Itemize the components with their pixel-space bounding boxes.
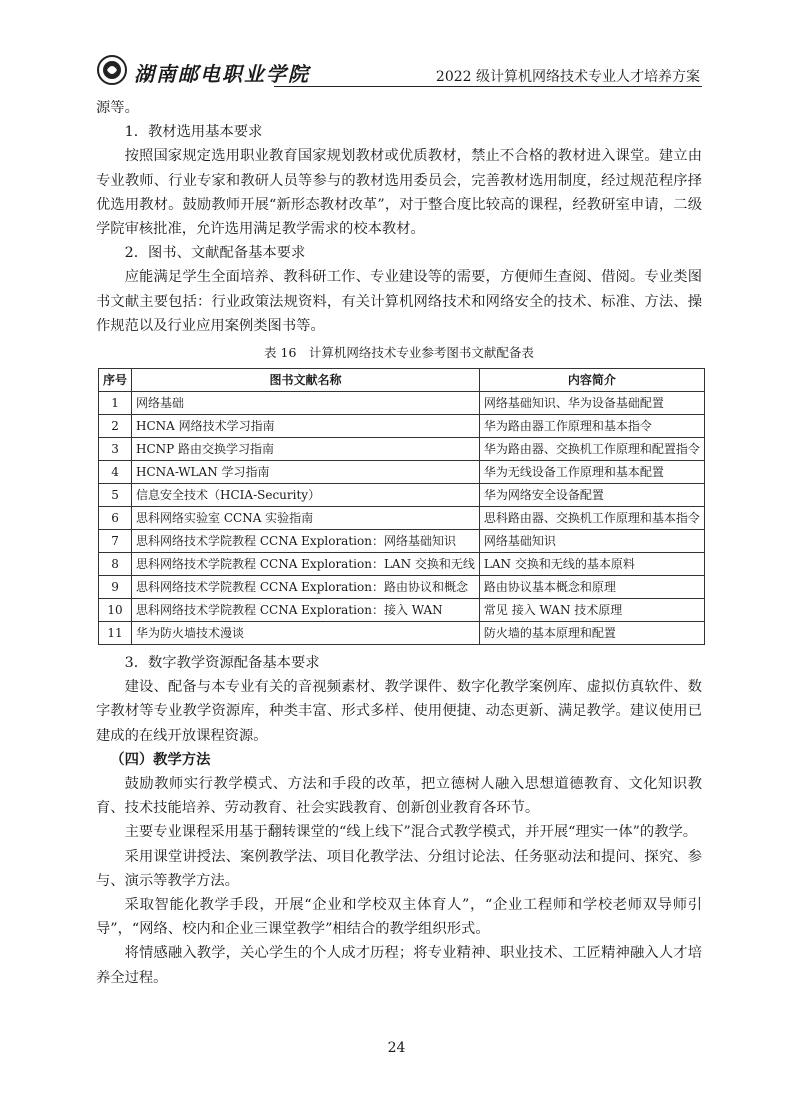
heading-library-resources: 2．图书、文献配备基本要求	[124, 245, 306, 262]
row-description: 常见 接入 WAN 技术原理	[479, 599, 704, 622]
row-description: 防火墙的基本原理和配置	[479, 622, 704, 645]
row-index: 11	[99, 622, 132, 645]
row-index: 1	[99, 392, 132, 415]
table-row	[99, 438, 705, 461]
paragraph-blended-learning: 主要专业课程采用基于翻转课堂的“线上线下”混合式教学模式，并开展“理实一体”的教学。	[124, 824, 698, 841]
table-row	[99, 553, 705, 576]
row-index: 10	[99, 599, 132, 622]
table-row	[99, 599, 705, 622]
page-header	[96, 52, 702, 92]
paragraph-digital-resources: 建设、配备与本专业有关的音视频素材、教学课件、数字化教学案例库、虚拟仿真软件、数字教材等专业教学资源库，种类丰富、形式多样、使用便捷、动态更新、满足教学。建议使用已建成的在线开放课程资源。	[96, 679, 702, 744]
row-book-title: 网络基础	[132, 392, 480, 415]
paragraph-continuation: 源等。	[96, 100, 139, 116]
row-description: 华为无线设备工作原理和基本配置	[479, 461, 704, 484]
school-logo-text: 湖南邮电职业学院	[134, 62, 310, 86]
row-description: 华为网络安全设备配置	[479, 484, 704, 507]
paragraph-smart-teaching: 采取智能化教学手段，开展“企业和学校双主体育人”，“企业工程师和学校老师双导师引导”，“网络、校内和企业三课堂教学”相结合的教学组织形式。	[96, 897, 702, 938]
header-rule	[274, 86, 702, 87]
row-description: 华为路由器、交换机工作原理和配置指令	[479, 438, 704, 461]
paragraph-library-resources: 应能满足学生全面培养、教科研工作、专业建设等的需要，方便师生查阅、借阅。专业类图书文献主要包括：行业政策法规资料，有关计算机网络技术和网络安全的技术、标准、方法、操作规范以及行业应用案例类图书等。	[96, 269, 702, 334]
table-body	[99, 392, 705, 645]
row-book-title: 思科网络技术学院教程 CCNA Exploration：路由协议和概念	[132, 576, 480, 599]
row-description: 网络基础知识	[479, 530, 704, 553]
row-description: 路由协议基本概念和原理	[479, 576, 704, 599]
document-title: 2022 级计算机网络技术专业人才培养方案	[435, 69, 700, 85]
row-book-title: HCNA 网络技术学习指南	[132, 415, 480, 438]
table-row	[99, 461, 705, 484]
row-book-title: 思科网络技术学院教程 CCNA Exploration：LAN 交换和无线	[132, 553, 480, 576]
table-header-row	[99, 369, 705, 392]
table-caption: 表 16 计算机网络技术专业参考图书文献配备表	[264, 345, 534, 361]
row-book-title: 信息安全技术（HCIA-Security）	[132, 484, 480, 507]
paragraph-emotional-teaching: 将情感融入教学，关心学生的个人成才历程；将专业精神、职业技术、工匠精神融入人才培养全过程。	[96, 945, 702, 986]
row-book-title: 华为防火墙技术漫谈	[132, 622, 480, 645]
table-row	[99, 415, 705, 438]
row-index: 2	[99, 415, 132, 438]
table-row	[99, 392, 705, 415]
header-description: 内容简介	[479, 369, 704, 392]
row-index: 6	[99, 507, 132, 530]
row-index: 9	[99, 576, 132, 599]
row-description: 华为路由器工作原理和基本指令	[479, 415, 704, 438]
row-book-title: HCNA-WLAN 学习指南	[132, 461, 480, 484]
row-index: 8	[99, 553, 132, 576]
row-index: 7	[99, 530, 132, 553]
page-number: 24	[387, 1040, 406, 1056]
paragraph-teaching-methods: 采用课堂讲授法、案例教学法、项目化教学法、分组讨论法、任务驱动法和提问、探究、参与、演示等教学方法。	[96, 848, 702, 889]
row-description: 网络基础知识、华为设备基础配置	[479, 392, 704, 415]
school-logo-icon	[96, 54, 128, 86]
section-teaching-methods: （四）教学方法	[110, 751, 211, 768]
header-index: 序号	[99, 369, 132, 392]
table-row	[99, 507, 705, 530]
table-row	[99, 484, 705, 507]
header-book-title: 图书文献名称	[132, 369, 480, 392]
reference-books-table	[98, 368, 705, 645]
row-index: 4	[99, 461, 132, 484]
row-book-title: 思科网络实验室 CCNA 实验指南	[132, 507, 480, 530]
paragraph-teaching-reform: 鼓励教师实行教学模式、方法和手段的改革，把立德树人融入思想道德教育、文化知识教育、技术技能培养、劳动教育、社会实践教育、创新创业教育各环节。	[96, 776, 702, 817]
row-book-title: 思科网络技术学院教程 CCNA Exploration：接入 WAN	[132, 599, 480, 622]
row-description: LAN 交换和无线的基本原料	[479, 553, 704, 576]
table-row	[99, 576, 705, 599]
heading-textbook-selection: 1．教材选用基本要求	[124, 124, 263, 141]
row-book-title: 思科网络技术学院教程 CCNA Exploration：网络基础知识	[132, 530, 480, 553]
row-index: 3	[99, 438, 132, 461]
row-index: 5	[99, 484, 132, 507]
table-row	[99, 622, 705, 645]
paragraph-textbook-selection: 按照国家规定选用职业教育国家规划教材或优质教材，禁止不合格的教材进入课堂。建立由专业教师、行业专家和教研人员等参与的教材选用委员会，完善教材选用制度，经过规范程序择优选用教材。鼓励教师开展“新形态教材改革”，对于整合度比较高的课程，经教研室申请，二级学院审核批准，允许选用满足教学需求的校本教材。	[96, 148, 702, 238]
page-content	[96, 96, 702, 990]
row-book-title: HCNP 路由交换学习指南	[132, 438, 480, 461]
row-description: 思科路由器、交换机工作原理和基本指令	[479, 507, 704, 530]
heading-digital-resources: 3．数字教学资源配备基本要求	[124, 655, 320, 672]
table-row	[99, 530, 705, 553]
